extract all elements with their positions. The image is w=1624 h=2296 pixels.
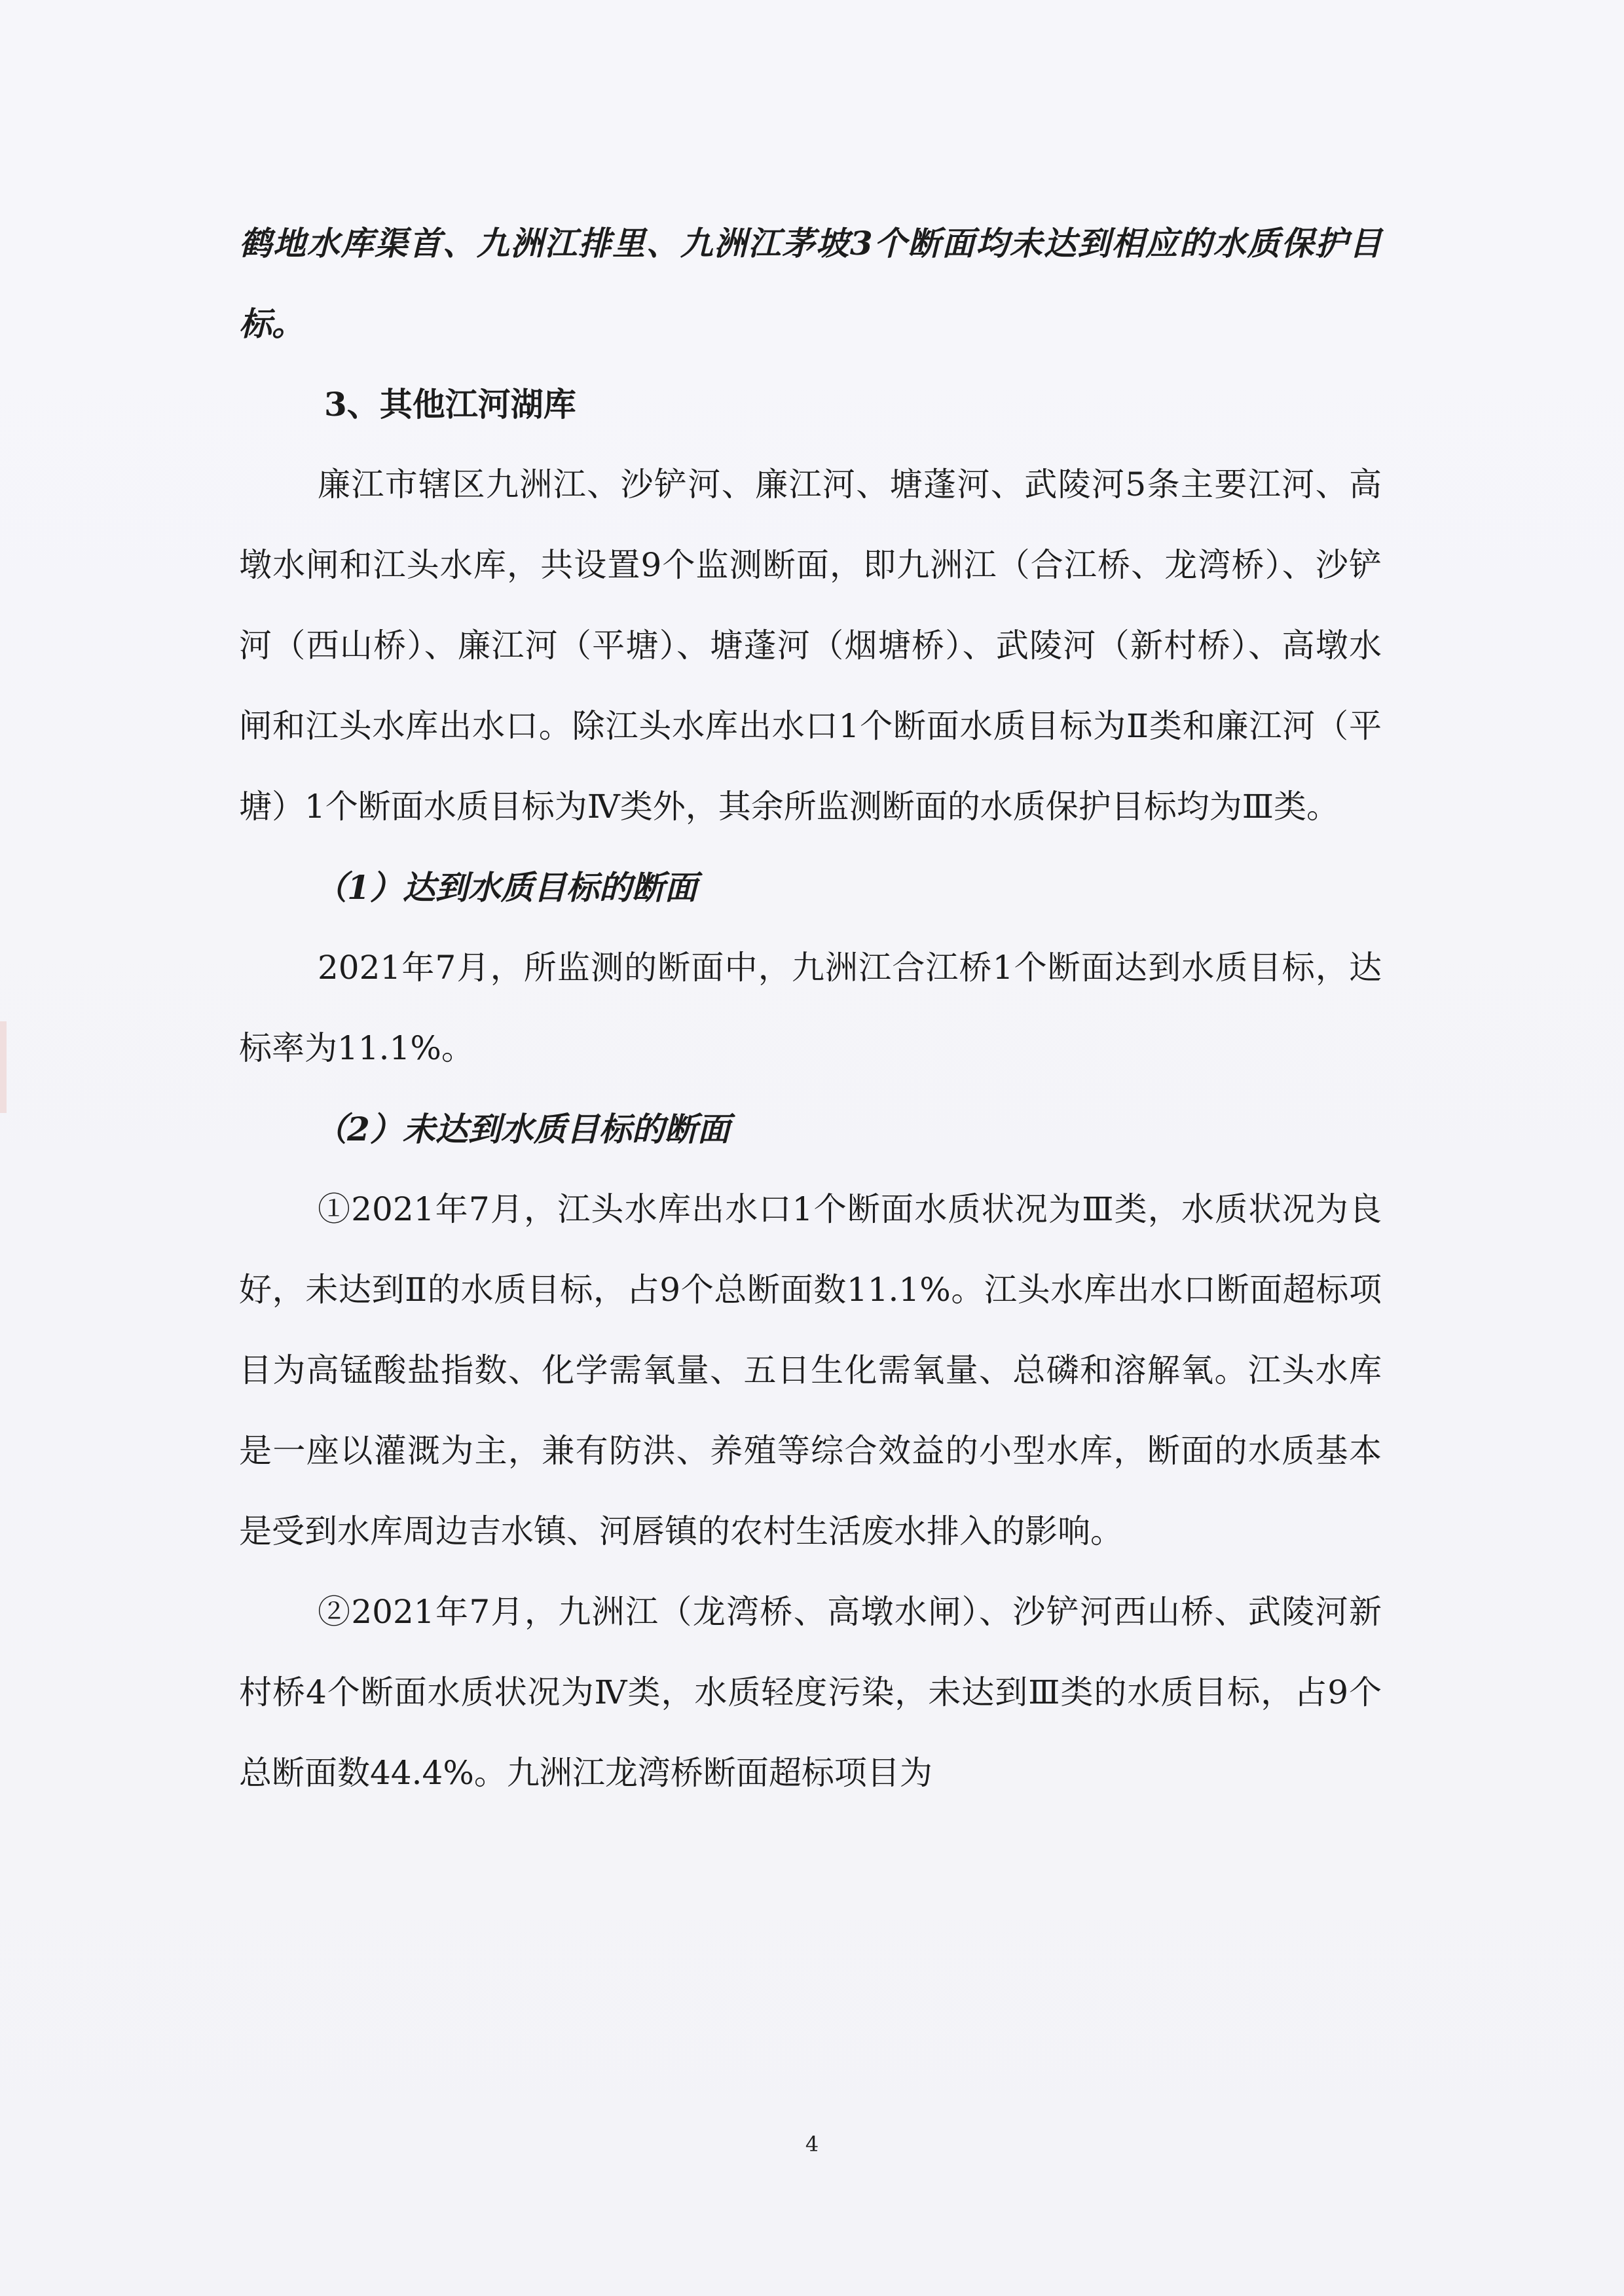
section-heading-other-rivers: 3、其他江河湖库 xyxy=(324,385,576,424)
paragraph-class-iv-sections: ②2021年7月，九洲江（龙湾桥、高墩水闸）、沙铲河西山桥、武陵河新村桥4个断面水质状况为Ⅳ类，水质轻度污染，未达到Ⅲ类的水质目标，占9个总断面数44.4%。九洲江龙湾桥断面超标项目为 xyxy=(239,1593,1382,1792)
paragraph-monitoring-sections: 廉江市辖区九洲江、沙铲河、廉江河、塘蓬河、武陵河5条主要江河、高墩水闸和江头水库，共设置9个监测断面，即九洲江（合江桥、龙湾桥）、沙铲河（西山桥）、廉江河（平塘）、塘蓬河（烟塘桥）、武陵河（新村桥）、高墩水闸和江头水库出水口。除江头水库出水口1个断面水质目标为Ⅱ类和廉江河（平塘）1个断面水质目标为Ⅳ类外，其余所监测断面的水质保护目标均为Ⅲ类。 xyxy=(239,465,1382,826)
page-number: 4 xyxy=(805,2132,819,2157)
paragraph-conclusion-reservoir: 鹤地水库渠首、九洲江排里、九洲江茅坡3个断面均未达到相应的水质保护目标。 xyxy=(239,224,1382,343)
subheading-not-meeting-target: （2）未达到水质目标的断面 xyxy=(314,1110,730,1148)
paragraph-jiangtou-reservoir: ①2021年7月，江头水库出水口1个断面水质状况为Ⅲ类，水质状况为良好，未达到Ⅱ的水质目标，占9个总断面数11.1%。江头水库出水口断面超标项目为高锰酸盐指数、化学需氧量、五日生化需氧量、总磷和溶解氧。江头水库是一座以灌溉为主，兼有防洪、养殖等综合效益的小型水库，断面的水质基本是受到水库周边吉水镇、河唇镇的农村生活废水排入的影响。 xyxy=(239,1190,1382,1550)
paragraph-meeting-target: 2021年7月，所监测的断面中，九洲江合江桥1个断面达到水质目标，达标率为11.1%。 xyxy=(239,949,1382,1067)
subheading-meeting-target: （1）达到水质目标的断面 xyxy=(314,868,697,907)
document-body xyxy=(239,203,1382,1813)
scan-artifact xyxy=(0,1021,7,1113)
